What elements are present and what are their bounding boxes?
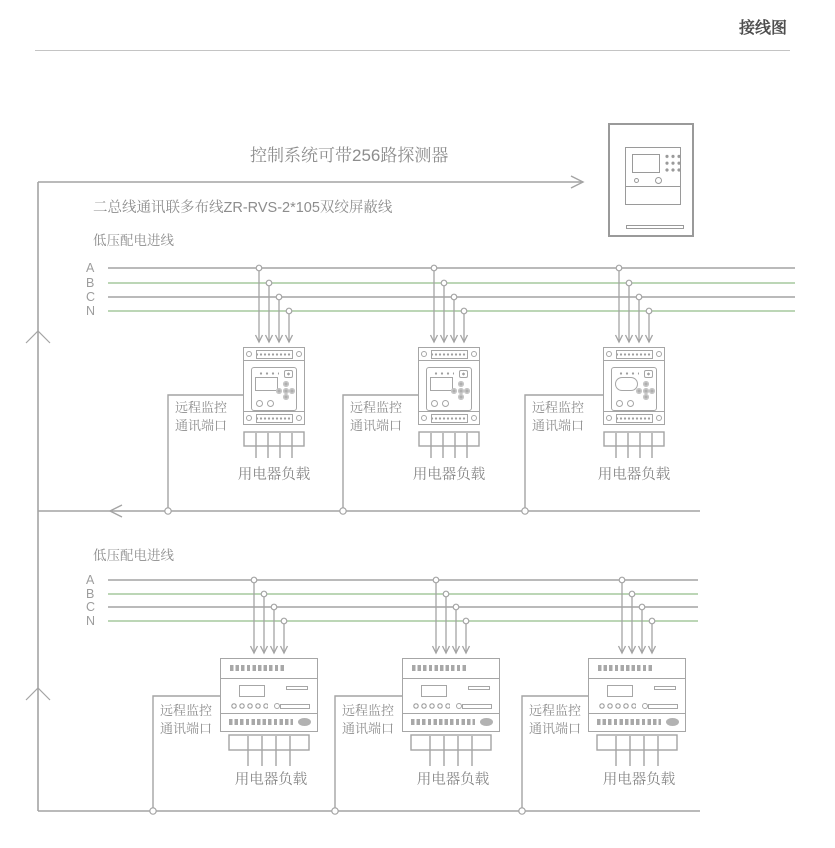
comm-port-line2: 通讯端口 [532,418,585,433]
phase-label-lower-c: C [86,600,96,614]
feed-label-upper: 低压配电进线 [93,233,174,248]
indicator-led [655,177,662,184]
control-host-panel [608,123,694,237]
drop-wires-upper [256,268,653,342]
comm-port-line2: 通讯端口 [342,721,395,736]
comm-port-line1: 远程监控 [350,400,403,415]
monitor-module-lower-3 [588,658,686,732]
phase-label-lower-b: B [86,587,95,601]
nav-keypad [451,381,470,400]
module-button [431,400,438,407]
mount-hole [656,351,662,357]
feed-label-lower: 低压配电进线 [93,548,174,563]
led-row [617,372,639,375]
control-host-faceplate [625,147,681,205]
terminal-block [431,350,468,359]
dpad-key [283,381,289,387]
dpad-key [643,394,649,400]
phase-label-lower-a: A [86,573,95,587]
phase-lines-upper [108,268,795,311]
comm-port-line1: 远程监控 [175,400,228,415]
load-connectors-lower [229,735,677,766]
dpad-key [464,388,470,394]
terminal-block [256,414,293,423]
comm-port-label [175,399,227,435]
dpad-key [649,388,655,394]
seal-oval [298,718,311,726]
bus-note: 二总线通讯联多布线ZR-RVS-2*105双绞屏蔽线 [93,200,393,216]
terminal-row [221,659,317,679]
dpad-key [283,388,289,394]
terminal-row [589,713,685,731]
module-display [607,685,633,697]
module-display [430,377,453,391]
load-label: 用电器负载 [237,467,311,483]
mount-hole [606,351,612,357]
terminal-squares [230,665,286,671]
nav-keypad [276,381,295,400]
nav-keypad [636,381,655,400]
module-button [442,400,449,407]
buzzer-icon [459,370,468,378]
led-row [432,372,454,375]
label-bar [468,686,490,690]
control-host-display [632,154,660,173]
module-display [615,377,638,391]
terminal-squares [229,719,293,725]
module-button [256,400,263,407]
label-bar [462,704,492,709]
load-label: 用电器负载 [416,772,490,788]
drop-wires-lower [251,580,656,653]
monitor-module-upper-2 [418,347,480,425]
dpad-key [451,388,457,394]
label-bar [648,704,678,709]
comm-port-line1: 远程监控 [529,703,582,718]
mount-hole [246,351,252,357]
module-faceplate [251,367,297,411]
monitor-module-upper-3 [603,347,665,425]
comm-port-line2: 通讯端口 [175,418,228,433]
module-faceplate [426,367,472,411]
terminal-squares [597,719,661,725]
load-label: 用电器负载 [597,467,671,483]
module-faceplate [403,678,499,714]
dpad-key [283,394,289,400]
comm-port-line1: 远程监控 [532,400,585,415]
terminal-block [616,414,653,423]
load-label: 用电器负载 [234,772,308,788]
control-host-slot [626,225,684,229]
terminal-row [589,659,685,679]
phase-label-upper-c: C [86,290,96,304]
button-row [412,703,450,709]
dpad-key [643,388,649,394]
dpad-key [643,381,649,387]
mount-hole [296,415,302,421]
seal-oval [666,718,679,726]
dpad-key [636,388,642,394]
comm-port-label [160,702,212,738]
terminal-row [403,713,499,731]
comm-port-label [342,702,394,738]
load-label: 用电器负载 [602,772,676,788]
load-label: 用电器负载 [412,467,486,483]
mount-hole [471,351,477,357]
comm-port-line2: 通讯端口 [529,721,582,736]
mount-hole [421,351,427,357]
comm-port-line2: 通讯端口 [160,721,213,736]
comm-port-label [529,702,581,738]
monitor-module-lower-2 [402,658,500,732]
module-faceplate [611,367,657,411]
capacity-note: 控制系统可带256路探测器 [250,146,449,165]
terminal-block [616,350,653,359]
buzzer-icon [644,370,653,378]
phase-label-lower-n: N [86,614,96,628]
mount-hole [656,415,662,421]
dpad-key [276,388,282,394]
module-button [267,400,274,407]
monitor-module-upper-1 [243,347,305,425]
terminal-block [256,350,293,359]
monitor-module-lower-1 [220,658,318,732]
control-host-keypad [663,152,680,172]
terminal-block [431,414,468,423]
seal-oval [480,718,493,726]
phase-lines-lower [108,580,698,621]
terminal-squares [412,665,468,671]
comm-port-line1: 远程监控 [160,703,213,718]
faceplate-divider [626,186,680,187]
comm-port-label [350,399,402,435]
module-button [616,400,623,407]
dpad-key [289,388,295,394]
mount-hole [296,351,302,357]
button-row [598,703,636,709]
phase-label-upper-b: B [86,276,95,290]
page-title: 接线图 [738,20,787,37]
terminal-row [221,713,317,731]
phase-label-upper-a: A [86,261,95,275]
module-faceplate [589,678,685,714]
phase-label-upper-n: N [86,304,96,318]
module-display [255,377,278,391]
module-display [239,685,265,697]
led-row [257,372,279,375]
mount-hole [246,415,252,421]
module-display [421,685,447,697]
indicator-led [634,178,639,183]
mount-hole [471,415,477,421]
dpad-key [458,388,464,394]
label-bar [280,704,310,709]
label-bar [654,686,676,690]
comm-port-line2: 通讯端口 [350,418,403,433]
label-bar [286,686,308,690]
button-row [230,703,268,709]
comm-port-line1: 远程监控 [342,703,395,718]
terminal-squares [598,665,654,671]
dpad-key [458,381,464,387]
mount-hole [606,415,612,421]
module-faceplate [221,678,317,714]
module-button [627,400,634,407]
load-connectors-upper [244,432,664,458]
terminal-row [403,659,499,679]
mount-hole [421,415,427,421]
terminal-squares [411,719,475,725]
comm-port-label [532,399,584,435]
dpad-key [458,394,464,400]
buzzer-icon [284,370,293,378]
